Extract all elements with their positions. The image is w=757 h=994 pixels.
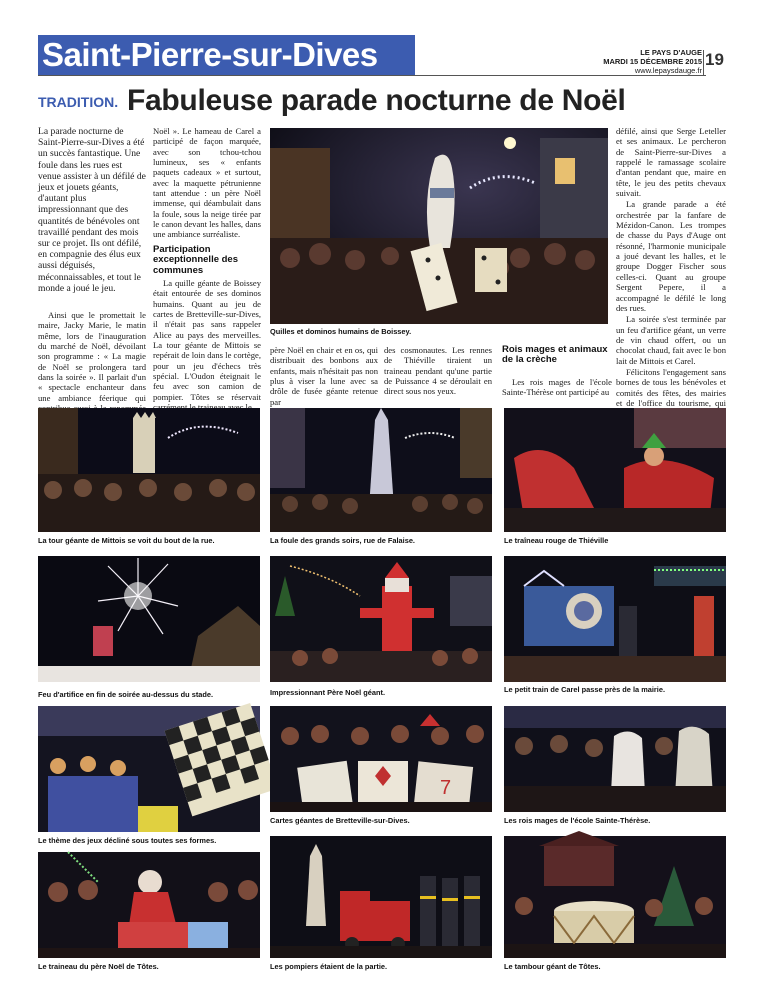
publication-date: MARDI 15 DÉCEMBRE 2015 [603, 57, 702, 66]
subhead-rois-mages: Rois mages et animaux de la crèche [502, 344, 608, 366]
col1-paragraph: Ainsi que le promettait le maire, Jacky Marie, le matin même, lors de l'inauguration du marché de Noël, dévoilant son programme : « La magie de Noël se prolongera tard dans la soirée ». Il parlait d'un « spectacle enchanteur dans une ambiance féerique qui [38, 310, 146, 403]
col2b-paragraph: La quille géante de Boissey était entourée de ses dominos humains. Quant au jeu de cartes de Bretteville-sur-Dives, il n'était pas sans rappeler Alice au pays des merveilles. La tour géante de Mittois se repérait de loin dans le cortège, pour un jeu d'échecs très spécial. L'Oudon éteignait le feu avec son camion de pompier. Tôtes se réservait [153, 278, 261, 402]
col3-paragraph: père Noël en chair et en os, qui distribuait des bonbons aux enfants, mais n'hésitait pas non plus à viser la lune avec sa drôle de fusée géante retenue par [270, 345, 378, 407]
caption-traineau-thieville: Le traîneau rouge de Thiéville [504, 536, 609, 545]
caption-cartes-geantes: Cartes géantes de Bretteville-sur-Dives. [270, 816, 410, 825]
col6-paragraph: Félicitons l'engagement sans bornes de tous les bénévoles et comités des fêtes, des mairies et de l'office du tourisme, qui [616, 366, 726, 408]
col6-paragraph: La soirée s'est terminée par un feu d'artifice géant, un verre de vin chaud offert, ou un chocolat chaud, fait avec le bon lait de Mittois et Carel. [616, 314, 726, 366]
article-col2-top [153, 126, 261, 241]
header-rule [38, 75, 706, 76]
col6-paragraph: La grande parade a été orchestrée par la fanfare de Mézidon-Canon. Les trompes de chasse du Pays d'Auge ont résonné, l'harmonie municipale a joué devant les halles, et le groupe Dogger Fischer sous celles-ci. Quant au groupe Sergent Pepere, il a accompagné le défilé le long des rues. [616, 199, 726, 313]
article-lead: La parade nocturne de Saint-Pierre-sur-Dives a été un succès fantastique. Une foule dans les rues est venue assister à un défilé de jeux et jouets géants, d'autant plus impressionnant que des quantités de bénévoles ont travaillé pendant des mois sur ce projet. Ils ont défilé, en compagnie des élus eux aussi déguisés, méconnaissables, et tout le monde a joué le jeu. [38, 126, 146, 294]
article-col1-body [38, 310, 146, 403]
article-headline: Fabuleuse parade nocturne de Noël [127, 84, 626, 117]
photo-cartes-geantes[interactable] [270, 706, 492, 812]
caption-petit-train-carel: Le petit train de Carel passe près de la mairie. [504, 685, 666, 694]
col2-paragraph: Noël ». Le hameau de Carel a participé de façon marquée, avec son tchou-tchou lumineux, ses « enfants paquets cadeaux » et surtout, avec la maquette pétrunienne tant attendue : un père Noël immense, qui déambulait dans la foule, sous la neige tirée par le canon devant les halles, dans une ambiance surréaliste. [153, 126, 261, 240]
town-banner: Saint-Pierre-sur-Dives [38, 35, 415, 75]
photo-pompiers[interactable] [270, 836, 492, 958]
caption-theme-jeux: Le thème des jeux décliné sous toutes ses formes. [38, 836, 217, 845]
caption-rois-mages: Les rois mages de l'école Sainte-Thérèse. [504, 816, 651, 825]
photo-quilles-dominos[interactable] [270, 128, 608, 324]
photo-feu-artifice[interactable] [38, 556, 260, 682]
article-col2-bottom [153, 278, 261, 400]
photo-traineau-thieville[interactable] [504, 408, 726, 532]
photo-rois-mages[interactable] [504, 706, 726, 812]
col4-paragraph: des cosmonautes. Les rennes de Thiéville tiraient un traineau pendant qu'une partie de Puissance 4 se déroulait en direct sous nos yeux. [384, 345, 492, 397]
caption-traineau-totes: Le traineau du père Noël de Tôtes. [38, 962, 159, 971]
photo-traineau-totes[interactable] [38, 852, 260, 958]
caption-tour-mittois: La tour géante de Mittois se voit du bout de la rue. [38, 536, 215, 545]
photo-tambour-geant[interactable] [504, 836, 726, 958]
col6-paragraph: défilé, ainsi que Serge Leteller et ses animaux. Le percheron de Saint-Pierre-sur-Dives a rappelé le ramassage scolaire d'antan pendant que, maire en tête, le jeu des petits chevaux suivait. [616, 126, 726, 199]
article-col6 [616, 126, 726, 408]
photo-pere-noel-geant[interactable] [270, 556, 492, 682]
caption-main: Quilles et dominos humains de Boissey. [270, 327, 412, 336]
photo-foule-falaise[interactable] [270, 408, 492, 532]
publication-info [560, 48, 702, 75]
article-kicker: TRADITION. [38, 94, 119, 110]
article-col5 [502, 377, 612, 401]
col5-paragraph: Les rois mages de l'école Sainte-Thérèse ont participé au [502, 377, 612, 398]
publication-name: LE PAYS D'AUGE [640, 48, 702, 57]
subhead-communes: Participation exceptionnelle des communes [153, 244, 239, 276]
photo-petit-train-carel[interactable] [504, 556, 726, 682]
photo-theme-jeux[interactable] [38, 706, 260, 832]
page-number: 19 [705, 50, 724, 69]
photo-tour-mittois[interactable] [38, 408, 260, 532]
caption-tambour-geant: Le tambour géant de Tôtes. [504, 962, 601, 971]
caption-foule-falaise: La foule des grands soirs, rue de Falaise. [270, 536, 415, 545]
caption-pere-noel-geant: Impressionnant Père Noël géant. [270, 688, 385, 697]
caption-pompiers: Les pompiers étaient de la partie. [270, 962, 388, 971]
header-divider [703, 50, 704, 75]
article-col4 [384, 345, 492, 401]
svg-text:7: 7 [440, 777, 452, 799]
caption-feu-artifice: Feu d'artifice en fin de soirée au-dessus du stade. [38, 690, 214, 699]
article-col3 [270, 345, 378, 407]
publication-website[interactable]: www.lepaysdauge.fr [634, 66, 702, 75]
